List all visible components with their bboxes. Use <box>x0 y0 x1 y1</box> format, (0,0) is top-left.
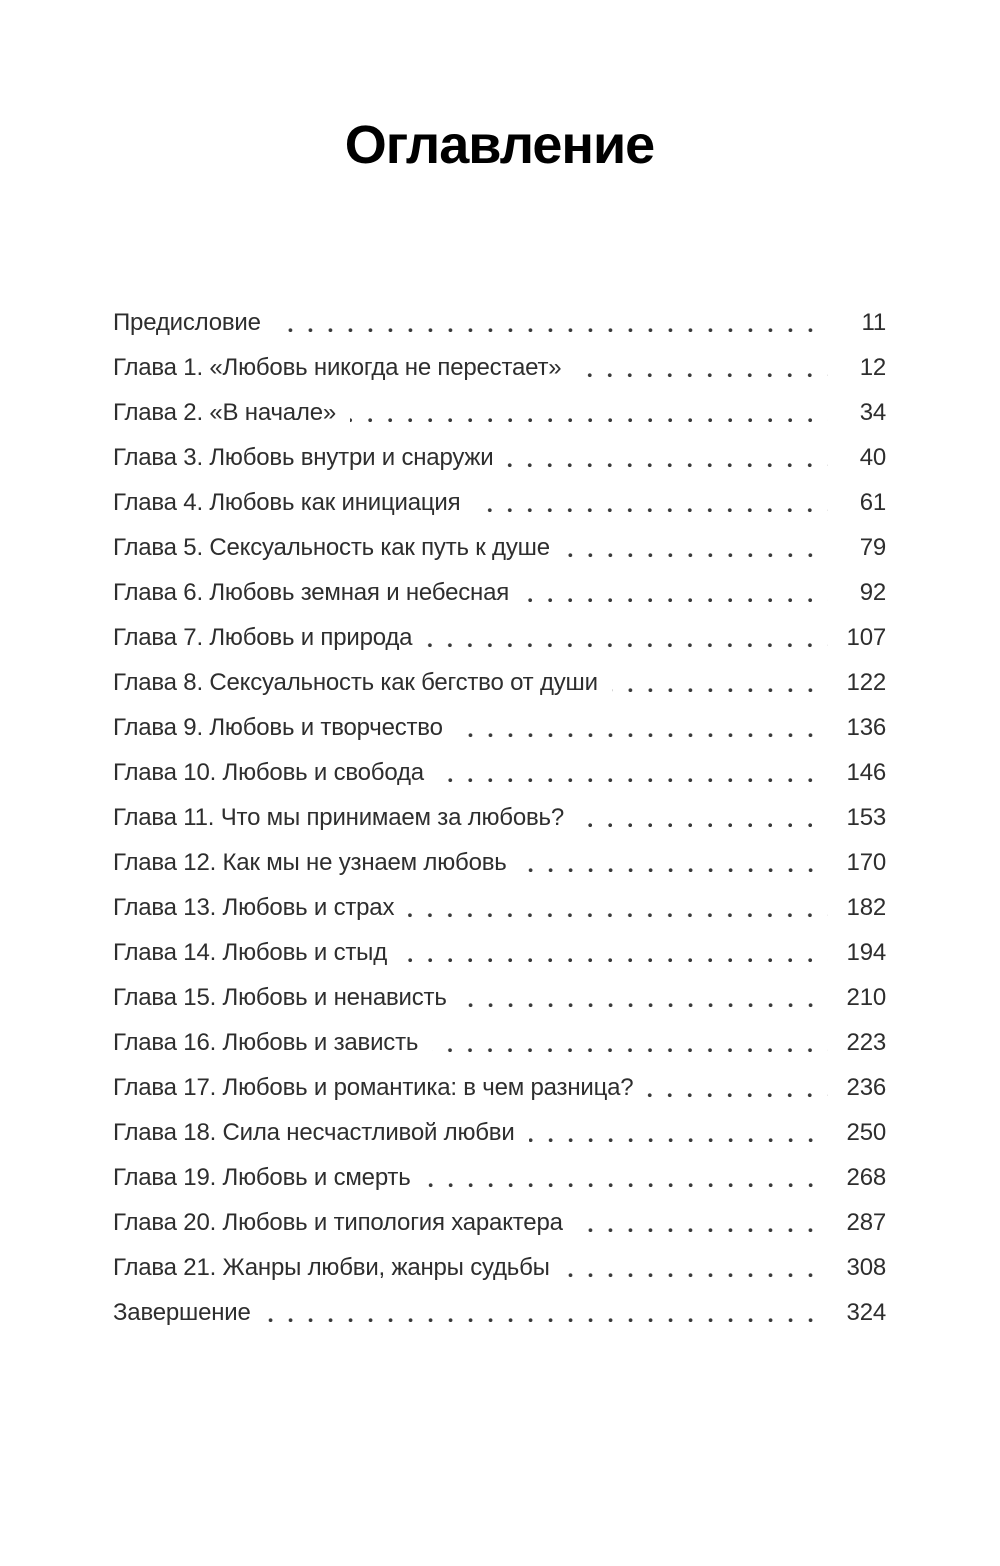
toc-entry-page: 308 <box>846 1254 886 1281</box>
dot-leader-divider <box>275 300 828 345</box>
dot-leader-divider <box>578 795 828 840</box>
dot-leader-divider <box>350 390 828 435</box>
toc-entry <box>113 435 886 480</box>
toc-entry-label: Глава 14. Любовь и стыд <box>113 939 388 966</box>
dot-leader-divider <box>426 615 828 660</box>
toc-entry-page: 40 <box>859 444 886 471</box>
toc-entry-label: Глава 13. Любовь и страх <box>113 894 395 921</box>
page-title: Оглавление <box>344 115 655 175</box>
toc-entry <box>113 1245 886 1290</box>
toc-entry-label: Глава 16. Любовь и зависть <box>113 1029 419 1056</box>
toc-entry <box>113 1110 886 1155</box>
toc-entry-label: Глава 17. Любовь и романтика: в чем разница? <box>113 1074 634 1101</box>
toc-entry <box>113 1155 886 1200</box>
toc-entry-label: Завершение <box>113 1299 251 1326</box>
toc-entry-page: 182 <box>846 894 886 921</box>
dot-leader-divider <box>408 885 828 930</box>
toc-entry-page: 107 <box>846 624 886 651</box>
dot-leader-divider <box>265 1290 828 1335</box>
toc-entry-label: Глава 5. Сексуальность как путь к душе <box>113 534 550 561</box>
toc-entry-label: Предисловие <box>113 309 261 336</box>
toc-entry-label: Глава 18. Сила несчастливой любви <box>113 1119 515 1146</box>
toc-entry <box>113 795 886 840</box>
toc-list <box>113 300 886 1335</box>
dot-leader-divider <box>461 975 828 1020</box>
toc-entry <box>113 975 886 1020</box>
dot-leader-divider <box>564 1245 828 1290</box>
toc-entry-page: 136 <box>846 714 886 741</box>
toc-entry <box>113 1065 886 1110</box>
dot-leader-divider <box>647 1065 828 1110</box>
toc-entry-page: 236 <box>846 1074 886 1101</box>
dot-leader-divider <box>577 1200 828 1245</box>
toc-entry-label: Глава 3. Любовь внутри и снаружи <box>113 444 494 471</box>
toc-entry-label: Глава 2. «В начале» <box>113 399 337 426</box>
toc-entry-page: 268 <box>846 1164 886 1191</box>
toc-entry-label: Глава 15. Любовь и ненависть <box>113 984 447 1011</box>
dot-leader-divider <box>457 705 828 750</box>
toc-entry-page: 287 <box>846 1209 886 1236</box>
toc-entry-label: Глава 21. Жанры любви, жанры судьбы <box>113 1254 550 1281</box>
toc-entry-page: 146 <box>846 759 886 786</box>
toc-entry-label: Глава 1. «Любовь никогда не перестает» <box>113 354 562 381</box>
toc-entry-label: Глава 20. Любовь и типология характера <box>113 1209 563 1236</box>
toc-entry-label: Глава 9. Любовь и творчество <box>113 714 443 741</box>
dot-leader-divider <box>564 525 828 570</box>
toc-entry-page: 12 <box>859 354 886 381</box>
toc-entry <box>113 930 886 975</box>
toc-entry <box>113 480 886 525</box>
toc-entry-label: Глава 7. Любовь и природа <box>113 624 413 651</box>
toc-entry-page: 324 <box>846 1299 886 1326</box>
toc-entry-page: 170 <box>846 849 886 876</box>
toc-entry <box>113 345 886 390</box>
toc-entry <box>113 750 886 795</box>
toc-entry <box>113 885 886 930</box>
toc-entry <box>113 525 886 570</box>
toc-entry <box>113 660 886 705</box>
toc-entry-page: 79 <box>859 534 886 561</box>
toc-entry <box>113 1020 886 1065</box>
dot-leader-divider <box>575 345 828 390</box>
toc-entry <box>113 705 886 750</box>
toc-entry-label: Глава 12. Как мы не узнаем любовь <box>113 849 507 876</box>
toc-entry-label: Глава 4. Любовь как инициация <box>113 489 461 516</box>
toc-entry-page: 122 <box>846 669 886 696</box>
dot-leader-divider <box>438 750 828 795</box>
toc-entry-page: 250 <box>846 1119 886 1146</box>
toc-entry-label: Глава 10. Любовь и свобода <box>113 759 424 786</box>
toc-entry-label: Глава 6. Любовь земная и небесная <box>113 579 510 606</box>
toc-entry-label: Глава 8. Сексуальность как бегство от души <box>113 669 598 696</box>
toc-entry-label: Глава 19. Любовь и смерть <box>113 1164 411 1191</box>
toc-entry-page: 11 <box>861 309 886 336</box>
dot-leader-divider <box>474 480 828 525</box>
dot-leader-divider <box>401 930 828 975</box>
dot-leader-divider <box>529 1110 828 1155</box>
toc-entry-page: 153 <box>846 804 886 831</box>
dot-leader-divider <box>523 570 828 615</box>
toc-entry <box>113 570 886 615</box>
toc-entry-page: 34 <box>859 399 886 426</box>
toc-entry <box>113 1200 886 1245</box>
toc-entry <box>113 300 886 345</box>
dot-leader-divider <box>612 660 828 705</box>
toc-entry-page: 61 <box>859 489 886 516</box>
toc-entry-label: Глава 11. Что мы принимаем за любовь? <box>113 804 564 831</box>
toc-page <box>0 115 1000 1566</box>
toc-entry <box>113 615 886 660</box>
dot-leader-divider <box>425 1155 828 1200</box>
dot-leader-divider <box>521 840 828 885</box>
toc-entry <box>113 840 886 885</box>
toc-entry-page: 92 <box>859 579 886 606</box>
toc-entry <box>113 390 886 435</box>
toc-entry-page: 194 <box>846 939 886 966</box>
dot-leader-divider <box>507 435 828 480</box>
toc-entry <box>113 1290 886 1335</box>
dot-leader-divider <box>432 1020 828 1065</box>
toc-entry-page: 210 <box>846 984 886 1011</box>
toc-entry-page: 223 <box>846 1029 886 1056</box>
